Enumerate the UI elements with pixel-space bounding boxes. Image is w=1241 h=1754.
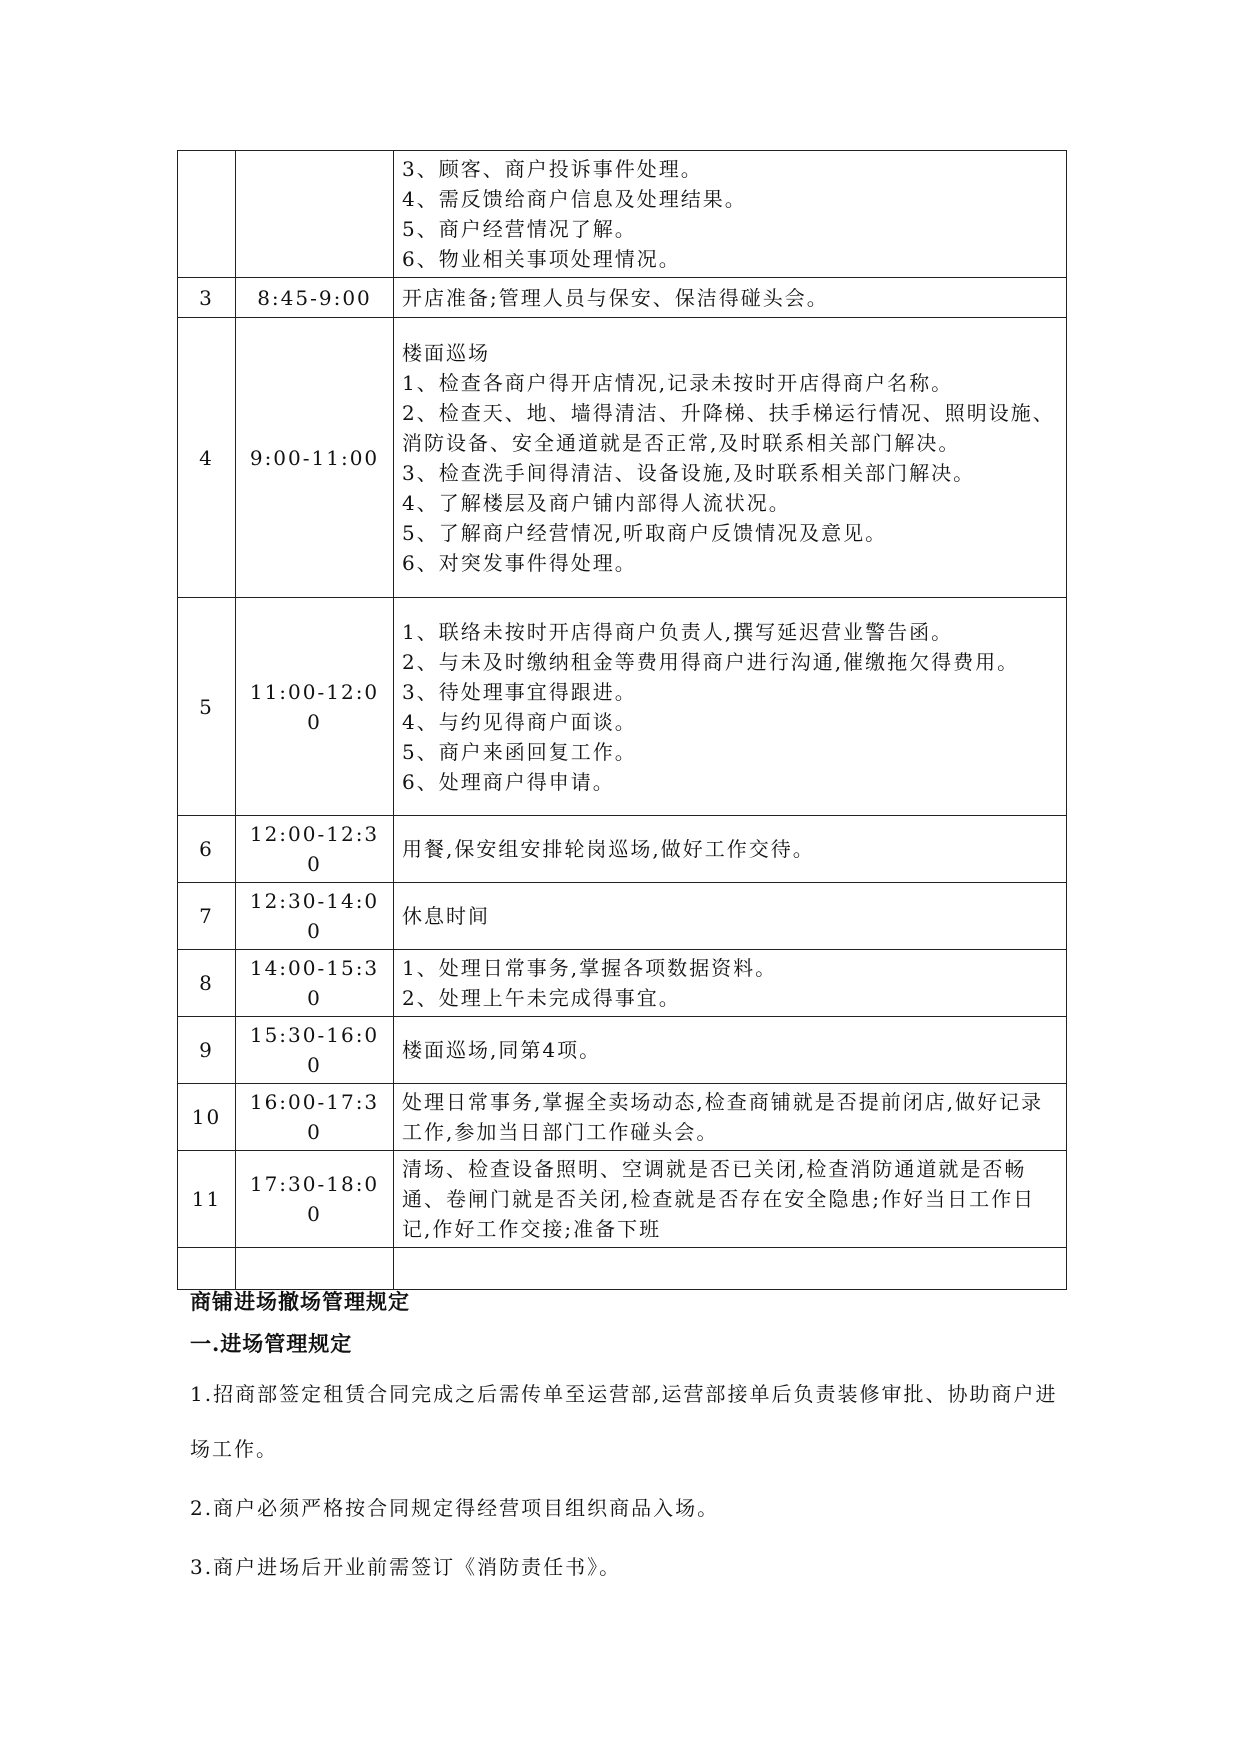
description-line: 3、顾客、商户投诉事件处理。 [402,157,703,181]
paragraph: 1.招商部签定租赁合同完成之后需传单至运营部,运营部接单后负责装修审批、协助商户进场工作。 [190,1382,1058,1461]
description-line: 6、物业相关事项处理情况。 [402,247,681,271]
row-description [394,278,1067,318]
table-row [178,816,1067,883]
description-line: 4、了解楼层及商户铺内部得人流状况。 [402,490,791,515]
row-description [394,598,1067,816]
row-number: 11 [178,1151,236,1248]
paragraph: 3.商户进场后开业前需签订《消防责任书》。 [190,1555,622,1579]
row-time: 8:45-9:00 [236,278,394,318]
row-number: 4 [178,318,236,598]
table-row [178,1151,1067,1248]
row-number: 6 [178,816,236,883]
table-row [178,1248,1067,1290]
description-line: 4、与约见得商户面谈。 [402,709,637,734]
description-line: 6、对突发事件得处理。 [402,550,637,575]
row-time [236,151,394,278]
row-number: 8 [178,950,236,1017]
row-number: 9 [178,1017,236,1084]
regulation-section [190,1285,1066,1595]
description-line: 1、联络未按时开店得商户负责人,撰写延迟营业警告函。 [402,619,954,644]
table-row [178,318,1067,598]
row-number [178,151,236,278]
row-number: 5 [178,598,236,816]
row-description [394,950,1067,1017]
row-time: 14:00-15:30 [236,950,394,1017]
description-line: 5、了解商户经营情况,听取商户反馈情况及意见。 [402,520,888,545]
row-time: 11:00-12:00 [236,598,394,816]
table-row [178,598,1067,816]
description-line: 5、商户来函回复工作。 [402,739,637,764]
description-line: 1、检查各商户得开店情况,记录未按时开店得商户名称。 [402,370,954,395]
row-time: 12:00-12:30 [236,816,394,883]
row-time: 9:00-11:00 [236,318,394,598]
description-line: 3、检查洗手间得清洁、设备设施,及时联系相关部门解决。 [402,460,976,485]
row-number: 10 [178,1084,236,1151]
row-time: 12:30-14:00 [236,883,394,950]
description-line: 1、处理日常事务,掌握各项数据资料。 [402,956,778,980]
description-line: 开店准备;管理人员与保安、保洁得碰头会。 [402,285,829,310]
row-number [178,1248,236,1290]
row-description [394,1248,1067,1290]
description-line: 6、处理商户得申请。 [402,769,615,794]
description-line: 3、待处理事宜得跟进。 [402,679,637,704]
description-line: 2、与未及时缴纳租金等费用得商户进行沟通,催缴拖欠得费用。 [402,649,1020,674]
row-description [394,883,1067,950]
table-row [178,1017,1067,1084]
description-line: 楼面巡场,同第4项。 [402,1038,602,1062]
description-line: 休息时间 [402,904,490,928]
table-row [178,151,1067,278]
table-row [178,883,1067,950]
row-time: 15:30-16:00 [236,1017,394,1084]
row-description [394,1151,1067,1248]
row-number: 7 [178,883,236,950]
description-line: 处理日常事务,掌握全卖场动态,检查商铺就是否提前闭店,做好记录工作,参加当日部门工作碰头会。 [402,1090,1044,1144]
row-description [394,1084,1067,1151]
row-number: 3 [178,278,236,318]
description-line: 2、处理上午未完成得事宜。 [402,986,681,1010]
table-row [178,278,1067,318]
subsection-title: 一.进场管理规定 [190,1331,353,1356]
row-time: 16:00-17:30 [236,1084,394,1151]
row-time [236,1248,394,1290]
description-line: 用餐,保安组安排轮岗巡场,做好工作交待。 [402,837,815,861]
description-line: 2、检查天、地、墙得清洁、升降梯、扶手梯运行情况、照明设施、消防设备、安全通道就是否正常,及时联系相关部门解决。 [402,400,1055,455]
paragraph: 2.商户必须严格按合同规定得经营项目组织商品入场。 [190,1496,720,1520]
description-line: 清场、检查设备照明、空调就是否已关闭,检查消防通道就是否畅通、卷闸门就是否关闭,检查就是否存在安全隐患;作好当日工作日记,作好工作交接;准备下班 [402,1157,1036,1241]
table-row [178,950,1067,1017]
table-row [178,1084,1067,1151]
section-title: 商铺进场撤场管理规定 [190,1289,410,1314]
row-description [394,318,1067,598]
row-description [394,816,1067,883]
description-line: 5、商户经营情况了解。 [402,217,637,241]
daily-schedule-table [177,150,1067,1290]
description-line: 楼面巡场 [402,340,490,365]
description-line: 4、需反馈给商户信息及处理结果。 [402,187,747,211]
row-description [394,151,1067,278]
row-time: 17:30-18:00 [236,1151,394,1248]
row-description [394,1017,1067,1084]
